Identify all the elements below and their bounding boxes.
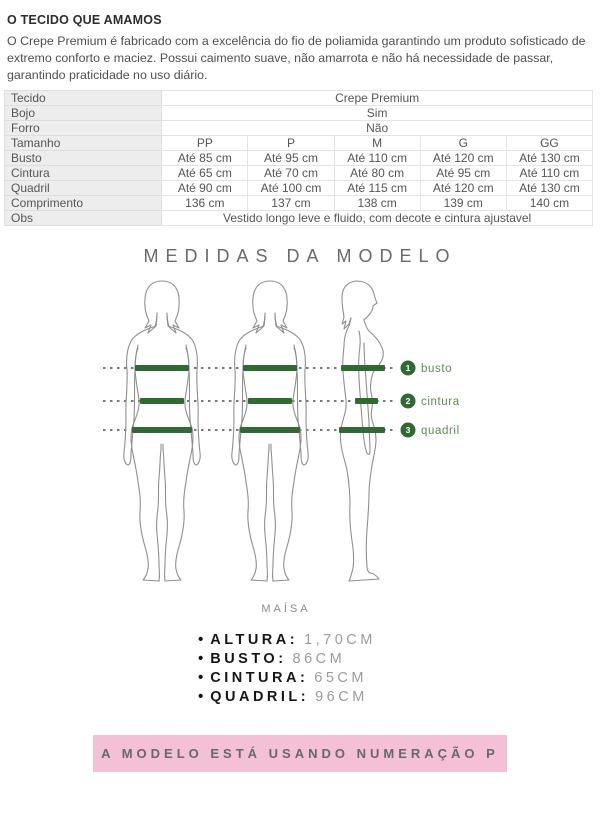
spec-value-cell: Até 65 cm <box>162 166 248 181</box>
legend-label: quadril <box>421 425 460 438</box>
table-row-comprimento <box>5 196 593 211</box>
row-label: Quadril <box>5 181 162 196</box>
spec-value-cell: Até 85 cm <box>162 151 248 166</box>
legend-number: 2 <box>405 396 411 407</box>
stat-item-busto <box>198 650 376 669</box>
spec-value-cell: Até 95 cm <box>248 151 334 166</box>
table-row-quadril <box>5 181 593 196</box>
spec-value-cell: Até 130 cm <box>506 181 592 196</box>
intro-paragraph: O Crepe Premium é fabricado com a excelência do fio de poliamida garantindo um produto sofisticado de extremo conforto e maciez. Possui caimento suave, não amarrota e não há necessidade de passar, garantindo praticidade no uso diário. <box>7 34 586 83</box>
spec-value-cell: Sim <box>162 106 593 121</box>
stat-label: QUADRIL: <box>210 689 310 706</box>
spec-value-cell: Até 110 cm <box>506 166 592 181</box>
legend-number: 1 <box>405 363 411 374</box>
size-header-cell: GG <box>506 136 592 151</box>
spec-value-cell: Até 80 cm <box>334 166 420 181</box>
stat-value: 86CM <box>292 651 346 668</box>
spec-value-cell: Crepe Premium <box>162 91 593 106</box>
size-header-cell: G <box>420 136 506 151</box>
legend-marker-quadril <box>401 423 460 438</box>
body-measurement-diagram <box>85 273 525 595</box>
quadril-measure-bands <box>132 427 385 433</box>
spec-value-cell: 137 cm <box>248 196 334 211</box>
spec-value-cell: Até 95 cm <box>420 166 506 181</box>
page-title: O TECIDO QUE AMAMOS <box>7 13 162 27</box>
spec-value-cell: Até 90 cm <box>162 181 248 196</box>
table-row-bojo <box>5 106 593 121</box>
stat-label: CINTURA: <box>210 670 309 687</box>
spec-value-cell: Vestido longo leve e fluido, com decote e cintura ajustavel <box>162 211 593 226</box>
spec-value-cell: 140 cm <box>506 196 592 211</box>
table-row-tamanho <box>5 136 593 151</box>
spec-value-cell: 139 cm <box>420 196 506 211</box>
size-spec-table <box>4 90 593 226</box>
measurements-heading: MEDIDAS DA MODELO <box>143 246 457 267</box>
bullet-icon: • <box>198 632 204 649</box>
legend-number: 3 <box>405 425 411 436</box>
spec-value-cell: 136 cm <box>162 196 248 211</box>
model-stats-list <box>198 631 376 707</box>
spec-value-cell: Até 70 cm <box>248 166 334 181</box>
size-header-cell: M <box>334 136 420 151</box>
table-row-forro <box>5 121 593 136</box>
stat-label: BUSTO: <box>210 651 287 668</box>
spec-value-cell: Até 130 cm <box>506 151 592 166</box>
spec-value-cell: Até 110 cm <box>334 151 420 166</box>
legend-marker-cintura <box>401 394 460 409</box>
row-label: Comprimento <box>5 196 162 211</box>
stat-item-cintura <box>198 669 376 688</box>
size-banner: A MODELO ESTÁ USANDO NUMERAÇÃO P <box>93 735 507 772</box>
legend-label: busto <box>421 363 453 376</box>
spec-value-cell: Até 120 cm <box>420 151 506 166</box>
stat-value: 65CM <box>314 670 367 687</box>
table-row-obs <box>5 211 593 226</box>
bullet-icon: • <box>198 689 204 706</box>
table-row-busto <box>5 151 593 166</box>
spec-value-cell: Até 120 cm <box>420 181 506 196</box>
legend-label: cintura <box>421 396 460 409</box>
row-label: Obs <box>5 211 162 226</box>
stat-label: ALTURA: <box>210 632 299 649</box>
stat-item-quadril <box>198 688 376 707</box>
table-row-cintura <box>5 166 593 181</box>
stat-value: 96CM <box>315 689 368 706</box>
legend-marker-busto <box>401 361 453 376</box>
bullet-icon: • <box>198 670 204 687</box>
table-row-tecido <box>5 91 593 106</box>
bullet-icon: • <box>198 651 204 668</box>
size-header-cell: PP <box>162 136 248 151</box>
busto-measure-bands <box>135 365 385 371</box>
row-label: Cintura <box>5 166 162 181</box>
row-label: Tecido <box>5 91 162 106</box>
row-label: Busto <box>5 151 162 166</box>
row-label: Bojo <box>5 106 162 121</box>
row-label: Forro <box>5 121 162 136</box>
spec-value-cell: Até 115 cm <box>334 181 420 196</box>
stat-value: 1,70CM <box>304 632 376 649</box>
stat-item-altura <box>198 631 376 650</box>
spec-value-cell: 138 cm <box>334 196 420 211</box>
row-label: Tamanho <box>5 136 162 151</box>
model-name: MAÍSA <box>261 603 311 616</box>
spec-value-cell: Não <box>162 121 593 136</box>
spec-value-cell: Até 100 cm <box>248 181 334 196</box>
size-header-cell: P <box>248 136 334 151</box>
